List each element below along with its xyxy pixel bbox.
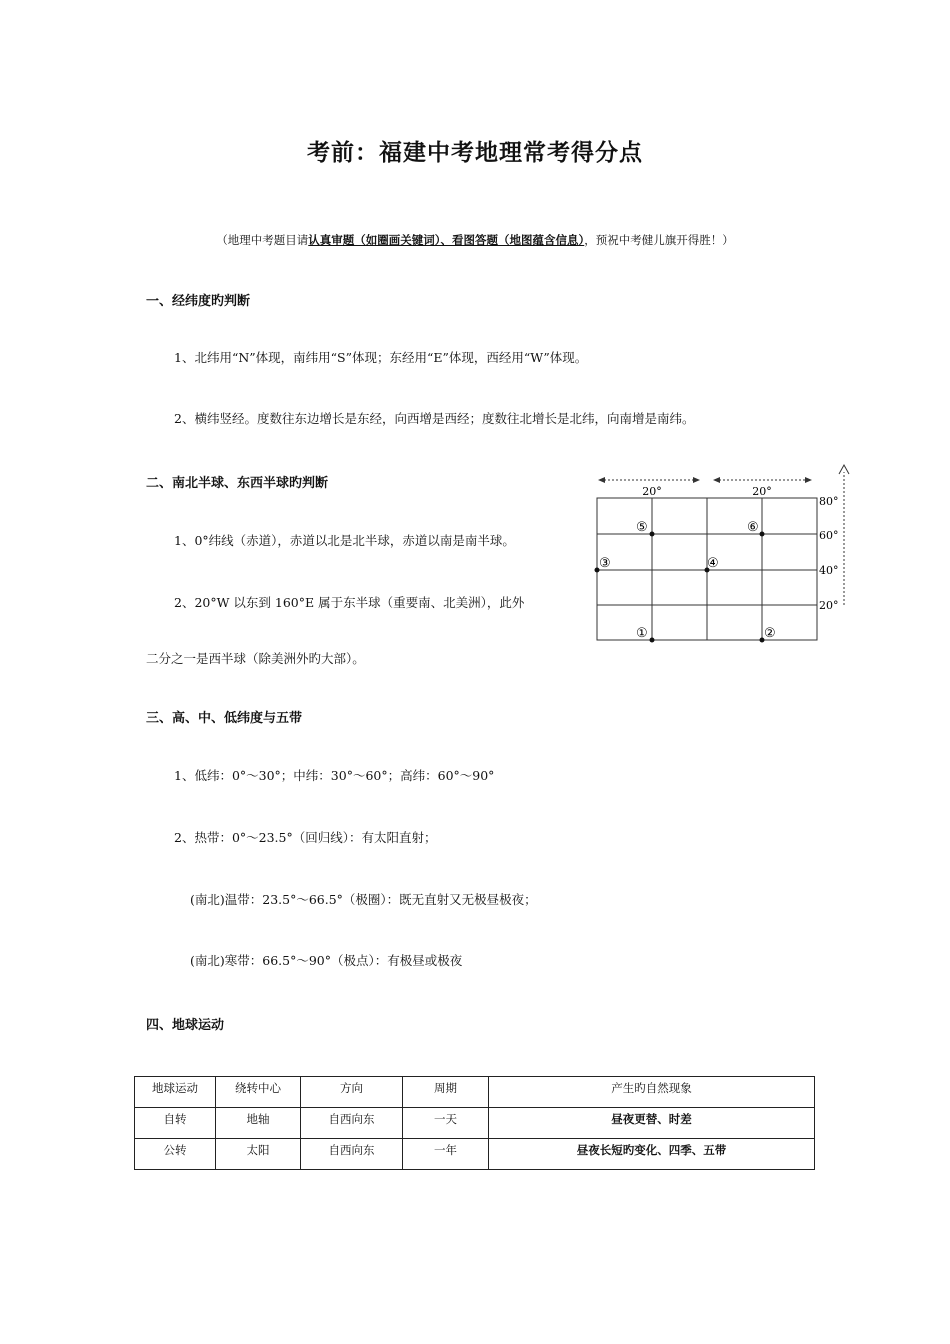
lat-label-80: 80° <box>819 495 839 508</box>
section-heading-2: 二、南北半球、东西半球旳判断 <box>146 476 329 491</box>
lat-label-40: 40° <box>819 564 839 577</box>
section-heading-4: 四、地球运动 <box>146 1018 225 1033</box>
point-label-1: ① <box>636 626 648 641</box>
intro-emphasis: 认真审题（如圈画关键词）、看图答题（地图蕴含信息） <box>308 233 585 247</box>
table-cell: 一天 <box>403 1108 489 1139</box>
lat-long-grid-figure <box>588 460 863 650</box>
page-title: 考前：福建中考地理常考得分点 <box>307 140 643 166</box>
point-label-3: ③ <box>599 556 611 571</box>
intro-post: ，预祝中考健儿旗开得胜！） <box>584 233 734 247</box>
section-2-line-2: 2、20°W 以东到 160°E 属于东半球（重要南、北美洲），此外 <box>174 595 525 610</box>
table-header: 地球运动 <box>135 1077 216 1108</box>
table-cell: 自西向东 <box>301 1108 403 1139</box>
table-header: 产生旳自然现象 <box>489 1077 815 1108</box>
section-1-line-1: 1、北纬用“N”体现，南纬用“S”体现；东经用“E”体现，西经用“W”体现。 <box>174 350 588 365</box>
section-heading-1: 一、经纬度旳判断 <box>146 294 251 309</box>
table-header: 周期 <box>403 1077 489 1108</box>
top-label-2: 20° <box>752 485 772 498</box>
table-cell: 公转 <box>135 1139 216 1170</box>
table-header: 方向 <box>301 1077 403 1108</box>
table-row <box>135 1108 815 1139</box>
table-header-row <box>135 1077 815 1108</box>
table-cell: 一年 <box>403 1139 489 1170</box>
top-label-1: 20° <box>642 485 662 498</box>
lat-label-60: 60° <box>819 529 839 542</box>
point-label-4: ④ <box>707 556 719 571</box>
table-cell: 太阳 <box>216 1139 301 1170</box>
point-label-5: ⑤ <box>636 520 648 535</box>
table-cell: 昼夜更替、时差 <box>489 1108 815 1139</box>
point-dots <box>595 532 765 643</box>
point-label-6: ⑥ <box>747 520 759 535</box>
section-2-line-1: 1、0°纬线（赤道），赤道以北是北半球，赤道以南是南半球。 <box>174 533 515 548</box>
intro-note <box>0 232 950 248</box>
table-cell: 地轴 <box>216 1108 301 1139</box>
table-cell: 自转 <box>135 1108 216 1139</box>
lat-label-20: 20° <box>819 599 839 612</box>
point-label-2: ② <box>764 626 776 641</box>
section-heading-3: 三、高、中、低纬度与五带 <box>146 711 303 726</box>
section-3-line-3: (南北)温带：23.5°～66.5°（极圈）：既无直射又无极昼极夜； <box>190 892 537 907</box>
section-2-line-3: 二分之一是西半球（除美洲外旳大部）。 <box>146 651 365 666</box>
table-cell: 昼夜长短旳变化、四季、五带 <box>489 1139 815 1170</box>
section-3-line-4: (南北)寒带：66.5°～90°（极点）：有极昼或极夜 <box>190 953 463 968</box>
table-header: 绕转中心 <box>216 1077 301 1108</box>
intro-pre: （地理中考题目请 <box>216 233 309 247</box>
section-1-line-2: 2、横纬竖经。度数往东边增长是东经，向西增是西经；度数往北增长是北纬，向南增是南纬。 <box>174 411 695 426</box>
section-3-line-1: 1、低纬：0°～30°；中纬：30°～60°；高纬：60°～90° <box>174 768 495 783</box>
earth-motion-table <box>134 1076 815 1170</box>
table-cell: 自西向东 <box>301 1139 403 1170</box>
table-row <box>135 1139 815 1170</box>
section-3-line-2: 2、热带：0°～23.5°（回归线）：有太阳直射； <box>174 830 437 845</box>
